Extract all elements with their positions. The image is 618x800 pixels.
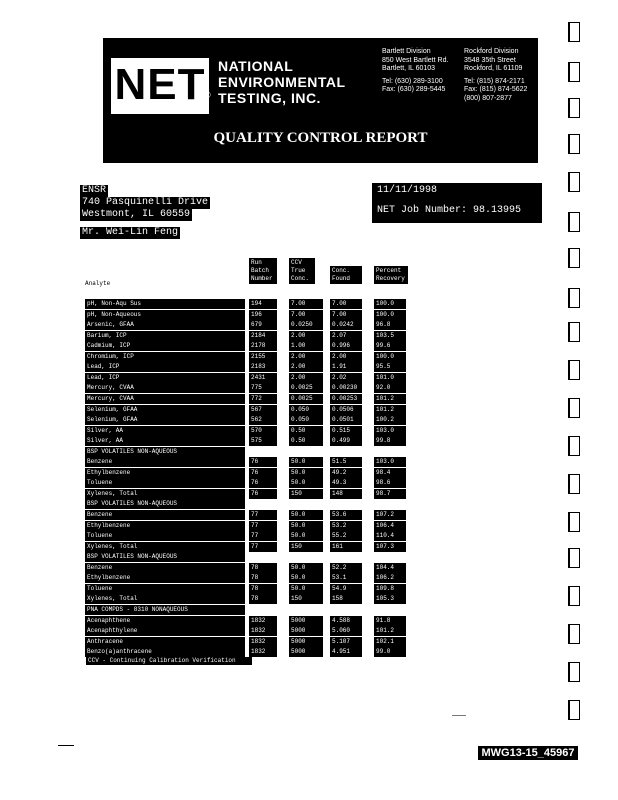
table-row [85, 310, 485, 320]
table-cell: Selenium, GFAA [85, 405, 245, 415]
table-cell: 567 [249, 405, 277, 415]
table-cell: Lead, ICP [85, 373, 245, 383]
table-cell: 55.2 [330, 531, 362, 541]
table-cell: 50.0 [289, 573, 323, 583]
table-cell: Lead, ICP [85, 362, 245, 372]
table-row [85, 299, 485, 309]
margin-mark [568, 134, 580, 154]
table-cell: 50.0 [289, 563, 323, 573]
table-cell: 53.6 [330, 510, 362, 520]
table-cell: Xylenes, Total [85, 542, 245, 552]
margin-mark [568, 548, 580, 568]
table-cell: 148 [330, 489, 362, 499]
table-cell: 109.8 [374, 584, 406, 594]
table-cell: Mercury, CVAA [85, 394, 245, 404]
table-row [85, 457, 485, 467]
table-cell: 50.0 [289, 521, 323, 531]
table-cell: 50.0 [289, 584, 323, 594]
table-cell: Xylenes, Total [85, 594, 245, 604]
table-cell: 78 [249, 594, 277, 604]
table-row [85, 362, 485, 372]
margin-mark [568, 62, 580, 82]
table-cell: 194 [249, 299, 277, 309]
table-cell: Selenium, GFAA [85, 415, 245, 425]
table-cell: 0.0501 [330, 415, 362, 425]
company-line: NATIONAL [218, 58, 294, 74]
table-row [85, 436, 485, 446]
table-cell: 76 [249, 468, 277, 478]
division-line: 850 West Bartlett Rd. [382, 56, 449, 64]
table-cell: 76 [249, 478, 277, 488]
table-cell: Barium, ICP [85, 331, 245, 341]
table-cell: 2183 [249, 362, 277, 372]
table-cell: 100.0 [374, 310, 406, 320]
table-cell: Cadmium, ICP [85, 341, 245, 351]
footnote: CCV - Continuing Calibration Verification [86, 657, 252, 665]
table-cell: 1.91 [330, 362, 362, 372]
table-cell: 2.00 [289, 373, 323, 383]
table-cell: 53.2 [330, 521, 362, 531]
table-cell: 98.4 [374, 468, 406, 478]
table-cell: PNA COMPDS - 8310 NONAQUEOUS [85, 605, 245, 615]
table-cell: 98.7 [374, 489, 406, 499]
table-cell: 0.050 [289, 405, 323, 415]
table-cell: 100.0 [374, 352, 406, 362]
division-line: (800) 807-2877 [464, 94, 512, 102]
table-cell: 53.1 [330, 573, 362, 583]
report-title: QUALITY CONTROL REPORT [213, 130, 428, 146]
table-cell: 77 [249, 531, 277, 541]
table-cell: 7.00 [289, 310, 323, 320]
table-row [85, 499, 485, 509]
table-cell: 2.00 [289, 362, 323, 372]
client-line: Westmont, IL 60559 [82, 209, 191, 220]
logo-text: NET [114, 60, 206, 109]
table-cell: 1832 [249, 616, 277, 626]
margin-dash [452, 715, 466, 716]
table-cell: Acenaphthylene [85, 626, 245, 636]
client-line: 740 Pasquinelli Drive [82, 197, 209, 208]
table-row [85, 563, 485, 573]
table-cell: 2155 [249, 352, 277, 362]
margin-mark [568, 512, 580, 532]
table-cell: 105.3 [374, 594, 406, 604]
table-cell: 0.50 [289, 436, 323, 446]
table-cell: 7.00 [330, 299, 362, 309]
table-row [85, 552, 485, 562]
table-cell: 101.2 [374, 626, 406, 636]
table-cell: pH, Non-Aqu Sus [85, 299, 245, 309]
table-cell: Silver, AA [85, 426, 245, 436]
col-header-ccv-true: CCV True Conc. [289, 258, 315, 284]
client-attention: Mr. Wei-Lin Feng [82, 227, 179, 238]
table-cell: 4.588 [330, 616, 362, 626]
division-line: Tel: (630) 289-3100 [382, 77, 443, 85]
table-cell: 50.0 [289, 531, 323, 541]
table-cell: 78 [249, 563, 277, 573]
client-line: ENSR [82, 185, 107, 196]
table-cell: 679 [249, 320, 277, 330]
table-cell: Mercury, CVAA [85, 383, 245, 393]
table-cell: 2.00 [289, 331, 323, 341]
table-cell: 107.3 [374, 542, 406, 552]
table-cell: 95.5 [374, 362, 406, 372]
table-cell: 101.2 [374, 394, 406, 404]
table-row [85, 405, 485, 415]
table-row [85, 331, 485, 341]
table-cell: BSP VOLATILES NON-AQUEOUS [85, 447, 245, 457]
table-cell: 0.0242 [330, 320, 362, 330]
company-name [218, 58, 346, 106]
table-cell: 0.0250 [289, 320, 323, 330]
table-cell: 1832 [249, 626, 277, 636]
table-row [85, 341, 485, 351]
table-cell: 2178 [249, 341, 277, 351]
table-cell: 98.6 [374, 478, 406, 488]
table-cell: Benzene [85, 510, 245, 520]
table-cell: 1832 [249, 637, 277, 647]
table-cell: 0.0025 [289, 383, 323, 393]
table-cell: 5.060 [330, 626, 362, 636]
table-row [85, 320, 485, 330]
table-cell: 106.2 [374, 573, 406, 583]
division-line: Fax: (630) 289-5445 [382, 86, 446, 93]
table-cell: 161 [330, 542, 362, 552]
table-cell: Benzene [85, 563, 245, 573]
table-cell: 110.4 [374, 531, 406, 541]
table-cell: Ethylbenzene [85, 521, 245, 531]
table-cell: 103.0 [374, 457, 406, 467]
table-cell: 7.00 [330, 310, 362, 320]
table-row [85, 447, 485, 457]
table-cell: BSP VOLATILES NON-AQUEOUS [85, 552, 245, 562]
table-row [85, 352, 485, 362]
table-row [85, 626, 485, 636]
col-header-analyte: Analyte [85, 280, 111, 287]
table-cell: 562 [249, 415, 277, 425]
table-cell: 150 [289, 542, 323, 552]
table-cell: 49.3 [330, 478, 362, 488]
company-line: ENVIRONMENTAL [218, 74, 346, 90]
table-cell: 2.02 [330, 373, 362, 383]
table-cell: 52.2 [330, 563, 362, 573]
client-address [80, 185, 210, 239]
table-cell: 49.2 [330, 468, 362, 478]
table-cell: 50.0 [289, 478, 323, 488]
margin-mark [568, 98, 580, 118]
table-cell: 107.2 [374, 510, 406, 520]
table-row [85, 647, 485, 657]
table-cell: 7.00 [289, 299, 323, 309]
margin-mark [568, 360, 580, 380]
table-cell: Acenaphthene [85, 616, 245, 626]
table-cell: BSP VOLATILES NON-AQUEOUS [85, 499, 245, 509]
table-cell: 1.00 [289, 341, 323, 351]
table-cell: 2.00 [330, 352, 362, 362]
table-cell: 150 [289, 489, 323, 499]
table-cell: 101.0 [374, 373, 406, 383]
table-cell: 5000 [289, 647, 323, 657]
table-row [85, 468, 485, 478]
table-cell: 0.499 [330, 436, 362, 446]
table-cell: 76 [249, 489, 277, 499]
table-row [85, 478, 485, 488]
division-line: Rockford Division [464, 48, 519, 55]
margin-mark [568, 436, 580, 456]
table-cell: 96.8 [374, 320, 406, 330]
table-cell: Silver, AA [85, 436, 245, 446]
table-row [85, 415, 485, 425]
table-cell: 99.8 [374, 436, 406, 446]
rockford-division [464, 48, 538, 103]
table-cell: 196 [249, 310, 277, 320]
table-cell: Anthracene [85, 637, 245, 647]
table-cell: pH, Non-Aqueous [85, 310, 245, 320]
table-cell: 5000 [289, 626, 323, 636]
job-number: NET Job Number: 98.13995 [375, 205, 539, 217]
table-row [85, 383, 485, 393]
table-row [85, 426, 485, 436]
report-date: 11/11/1998 [375, 185, 539, 197]
net-logo [111, 58, 209, 114]
table-row [85, 584, 485, 594]
table-cell: 4.951 [330, 647, 362, 657]
bartlett-division [382, 48, 462, 95]
table-cell: 91.8 [374, 616, 406, 626]
table-cell: Benzene [85, 457, 245, 467]
table-cell: 0.050 [289, 415, 323, 425]
table-cell: 99.0 [374, 647, 406, 657]
margin-mark [568, 172, 580, 192]
table-cell: 54.9 [330, 584, 362, 594]
table-row [85, 510, 485, 520]
margin-mark [568, 322, 580, 342]
table-cell: 50.0 [289, 510, 323, 520]
table-cell: 0.00253 [330, 394, 362, 404]
table-cell: 0.515 [330, 426, 362, 436]
table-cell: 0.996 [330, 341, 362, 351]
margin-mark [568, 288, 580, 308]
table-cell: 92.0 [374, 383, 406, 393]
table-cell: Toluene [85, 531, 245, 541]
table-cell: 50.0 [289, 468, 323, 478]
table-cell: 772 [249, 394, 277, 404]
table-cell: 5000 [289, 637, 323, 647]
table-cell: 575 [249, 436, 277, 446]
registered-mark: ® [204, 90, 211, 100]
table-cell: 2.00 [289, 352, 323, 362]
table-cell: 570 [249, 426, 277, 436]
margin-mark [568, 212, 580, 232]
table-cell: 2.07 [330, 331, 362, 341]
division-line: Rockford, IL 61109 [464, 65, 523, 72]
table-cell: 77 [249, 542, 277, 552]
table-cell: 77 [249, 521, 277, 531]
margin-mark [568, 474, 580, 494]
table-cell: 78 [249, 584, 277, 594]
table-cell: 106.4 [374, 521, 406, 531]
table-row [85, 542, 485, 552]
margin-dash [58, 745, 74, 746]
table-cell: Arsenic, GFAA [85, 320, 245, 330]
table-cell: 2431 [249, 373, 277, 383]
division-line: Bartlett Division [382, 48, 431, 55]
letterhead [103, 38, 538, 163]
margin-mark [568, 586, 580, 606]
table-cell: 100.2 [374, 415, 406, 425]
table-cell: Xylenes, Total [85, 489, 245, 499]
job-info [372, 183, 542, 223]
table-cell: Ethylbenzene [85, 468, 245, 478]
company-line: TESTING, INC. [218, 90, 321, 106]
col-header-run-batch: Run Batch Number [249, 258, 277, 284]
table-row [85, 616, 485, 626]
table-cell: Toluene [85, 478, 245, 488]
table-row [85, 489, 485, 499]
table-cell: 158 [330, 594, 362, 604]
table-row [85, 594, 485, 604]
table-cell: 5000 [289, 616, 323, 626]
table-cell: 104.4 [374, 563, 406, 573]
margin-mark [568, 398, 580, 418]
division-line: Fax: (815) 874-5622 [464, 86, 528, 93]
table-cell: 78 [249, 573, 277, 583]
table-cell: 50.0 [289, 457, 323, 467]
table-cell: 99.6 [374, 341, 406, 351]
table-cell: 76 [249, 457, 277, 467]
col-header-conc-found: Conc. Found [330, 266, 362, 284]
table-cell: 101.2 [374, 405, 406, 415]
margin-mark [568, 624, 580, 644]
table-cell: 77 [249, 510, 277, 520]
table-row [85, 605, 485, 615]
table-row [85, 573, 485, 583]
table-cell: 775 [249, 383, 277, 393]
table-cell: 51.5 [330, 457, 362, 467]
table-cell: 102.1 [374, 637, 406, 647]
table-cell: 0.50 [289, 426, 323, 436]
table-cell: 0.00230 [330, 383, 362, 393]
report-subtitle: CONTINUING CALIBRATION VERIFICATION [218, 154, 423, 163]
table-cell: Benzo(a)anthracene [85, 647, 245, 657]
margin-mark [568, 662, 580, 682]
table-cell: 103.0 [374, 426, 406, 436]
table-cell: Toluene [85, 584, 245, 594]
division-line: Tel: (815) 874-2171 [464, 77, 525, 85]
col-header-percent-recovery: Percent Recovery [374, 266, 408, 284]
table-cell: 150 [289, 594, 323, 604]
table-row [85, 521, 485, 531]
table-row [85, 531, 485, 541]
table-cell: Chromium, ICP [85, 352, 245, 362]
bates-stamp: MWG13-15_45967 [478, 746, 578, 760]
table-cell: 2184 [249, 331, 277, 341]
table-cell: 0.0025 [289, 394, 323, 404]
division-line: 3548 35th Street [464, 56, 516, 64]
table-cell: 103.5 [374, 331, 406, 341]
margin-mark [568, 248, 580, 268]
table-cell: 5.107 [330, 637, 362, 647]
table-cell: 1832 [249, 647, 277, 657]
table-cell: 100.0 [374, 299, 406, 309]
margin-mark [568, 700, 580, 720]
table-cell: 0.0506 [330, 405, 362, 415]
table-row [85, 394, 485, 404]
table-row [85, 637, 485, 647]
table-row [85, 373, 485, 383]
division-line: Bartlett, IL 60103 [382, 65, 436, 72]
table-cell: Ethylbenzene [85, 573, 245, 583]
margin-mark [568, 22, 580, 42]
